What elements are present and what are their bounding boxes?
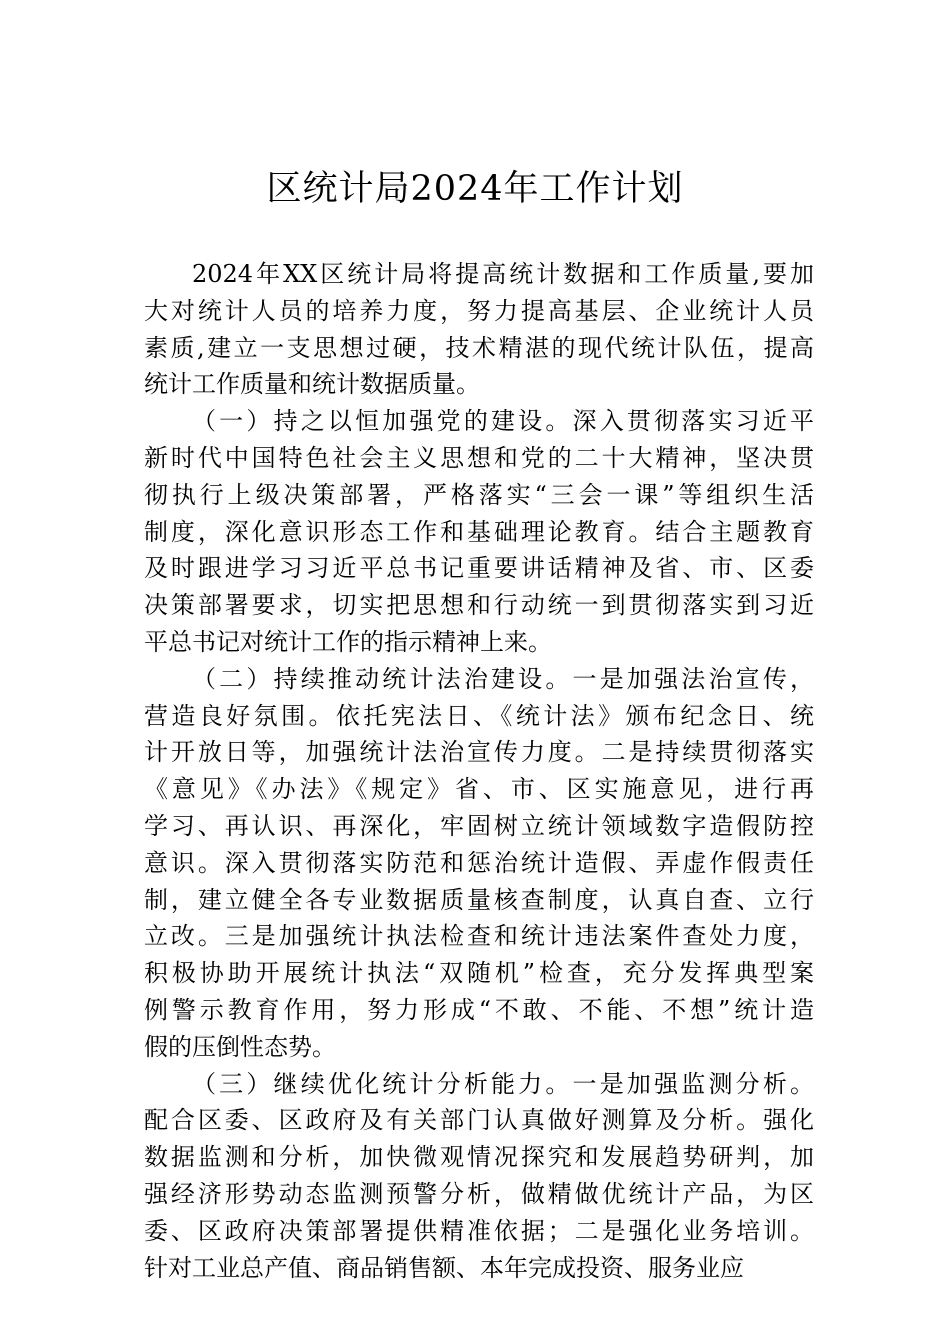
paragraph-line: 针对工业总产值、商品销售额、本年完成投资、服务业应 bbox=[144, 1253, 744, 1282]
paragraph-line: 彻执行上级决策部署，严格落实“三会一课”等组织生活 bbox=[144, 480, 814, 509]
paragraph-line: 计开放日等，加强统计法治宣传力度。二是持续贯彻落实 bbox=[144, 738, 814, 767]
paragraph-line: 意识。深入贯彻落实防范和惩治统计造假、弄虚作假责任 bbox=[144, 848, 814, 877]
paragraph-line: 例警示教育作用，努力形成“不敢、不能、不想”统计造 bbox=[144, 995, 814, 1024]
paragraph-line: 制，建立健全各专业数据质量核查制度，认真自查、立行 bbox=[144, 885, 814, 914]
paragraph-line: （二）持续推动统计法治建设。一是加强法治宣传， bbox=[192, 664, 814, 693]
paragraph-line: 强经济形势动态监测预警分析，做精做优统计产品，为区 bbox=[144, 1179, 814, 1208]
paragraph-line: 积极协助开展统计执法“双随机”检查，充分发挥典型案 bbox=[144, 959, 814, 988]
paragraph-line: 营造良好氛围。依托宪法日、《统计法》颁布纪念日、统 bbox=[144, 701, 814, 730]
paragraph-line: 新时代中国特色社会主义思想和党的二十大精神，坚决贯 bbox=[144, 443, 814, 472]
document-body bbox=[144, 256, 814, 1286]
paragraph-line: 假的压倒性态势。 bbox=[144, 1032, 336, 1061]
paragraph-line: 及时跟进学习习近平总书记重要讲话精神及省、市、区委 bbox=[144, 554, 814, 583]
paragraph-line: 委、区政府决策部署提供精准依据；二是强化业务培训。 bbox=[144, 1216, 814, 1245]
paragraph bbox=[144, 1066, 814, 1287]
paragraph-line: 素质,建立一支思想过硬，技术精湛的现代统计队伍，提高 bbox=[144, 333, 814, 362]
paragraph-line: 统计工作质量和统计数据质量。 bbox=[144, 370, 480, 399]
paragraph-line: 《意见》《办法》《规定》省、市、区实施意见，进行再 bbox=[144, 775, 814, 804]
paragraph bbox=[144, 661, 814, 1066]
document-title: 区统计局2024年工作计划 bbox=[266, 169, 684, 209]
paragraph-line: 2024年XX区统计局将提高统计数据和工作质量,要加 bbox=[192, 260, 814, 288]
paragraph-line: 制度，深化意识形态工作和基础理论教育。结合主题教育 bbox=[144, 517, 814, 546]
paragraph-line: 大对统计人员的培养力度，努力提高基层、企业统计人员 bbox=[144, 296, 814, 325]
paragraph-line: （一）持之以恒加强党的建设。深入贯彻落实习近平 bbox=[192, 407, 814, 436]
paragraph bbox=[144, 256, 814, 403]
paragraph-line: （三）继续优化统计分析能力。一是加强监测分析。 bbox=[192, 1069, 814, 1098]
paragraph-line: 配合区委、区政府及有关部门认真做好测算及分析。强化 bbox=[144, 1106, 814, 1135]
paragraph-line: 立改。三是加强统计执法检查和统计违法案件查处力度， bbox=[144, 922, 814, 951]
paragraph-line: 数据监测和分析，加快微观情况探究和发展趋势研判，加 bbox=[144, 1143, 814, 1172]
paragraph bbox=[144, 403, 814, 661]
paragraph-line: 决策部署要求，切实把思想和行动统一到贯彻落实到习近 bbox=[144, 591, 814, 620]
paragraph-line: 平总书记对统计工作的指示精神上来。 bbox=[144, 627, 552, 656]
paragraph-line: 学习、再认识、再深化，牢固树立统计领域数字造假防控 bbox=[144, 811, 814, 840]
